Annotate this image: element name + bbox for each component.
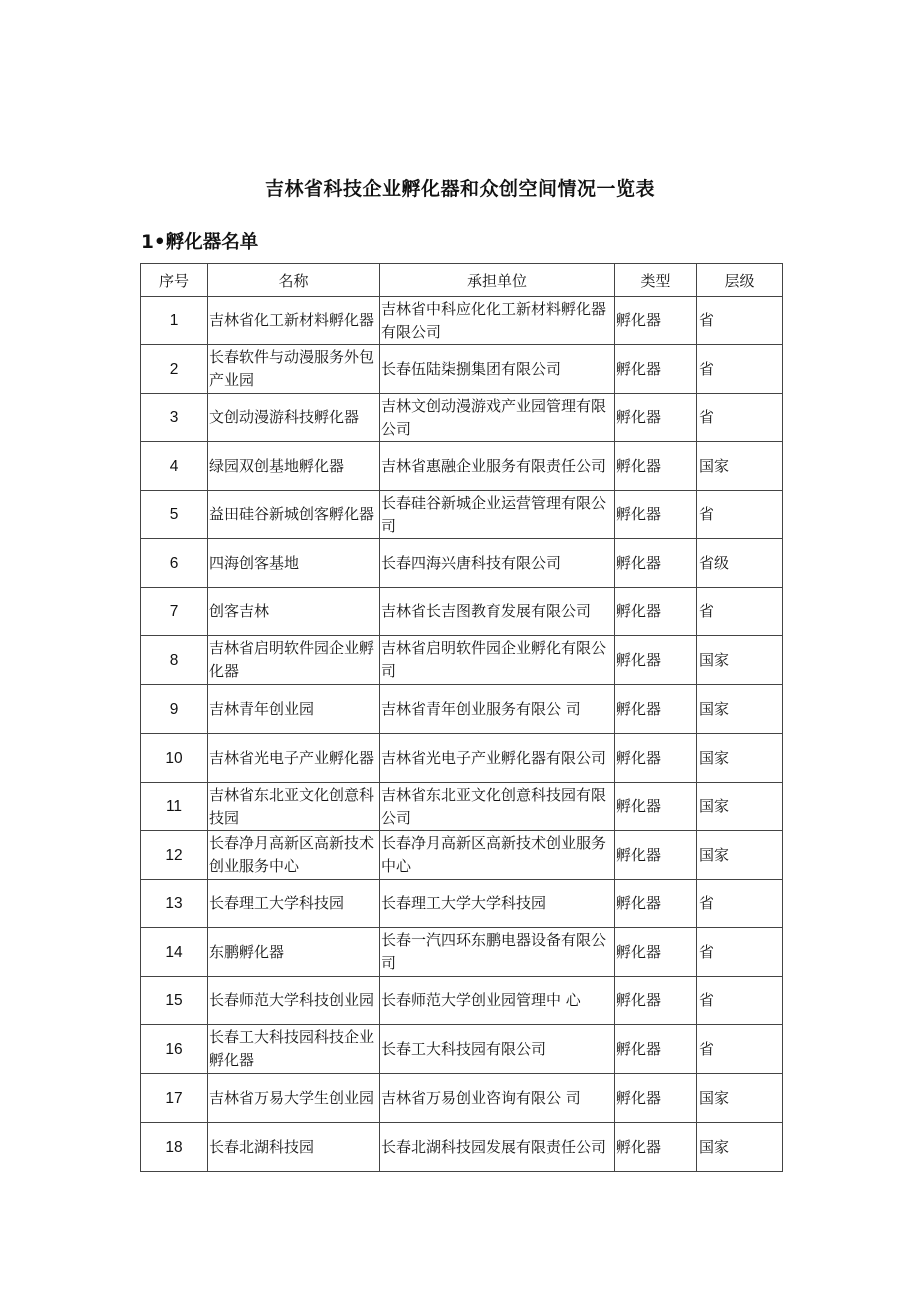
cell-name: 东鹏孵化器	[208, 928, 380, 977]
cell-level: 国家	[697, 734, 783, 783]
page-title: 吉林省科技企业孵化器和众创空间情况一览表	[264, 178, 655, 200]
cell-level: 国家	[697, 636, 783, 685]
column-header-type: 类型	[615, 264, 697, 297]
cell-type: 孵化器	[615, 345, 697, 394]
table-row	[141, 880, 783, 928]
cell-level: 国家	[697, 783, 783, 831]
cell-organization: 长春理工大学大学科技园	[380, 880, 615, 928]
table-row	[141, 539, 783, 588]
cell-index: 13	[141, 880, 208, 928]
cell-organization: 吉林省青年创业服务有限公 司	[380, 685, 615, 734]
column-header-name: 名称	[208, 264, 380, 297]
cell-organization: 长春北湖科技园发展有限责任公司	[380, 1123, 615, 1172]
cell-name: 吉林青年创业园	[208, 685, 380, 734]
cell-index: 16	[141, 1025, 208, 1074]
cell-index: 1	[141, 297, 208, 345]
table-row	[141, 442, 783, 491]
cell-type: 孵化器	[615, 588, 697, 636]
cell-level: 国家	[697, 1074, 783, 1123]
cell-index: 5	[141, 491, 208, 539]
cell-type: 孵化器	[615, 928, 697, 977]
table-body	[141, 297, 783, 1172]
cell-level: 省	[697, 394, 783, 442]
cell-level: 国家	[697, 1123, 783, 1172]
cell-name: 吉林省启明软件园企业孵化器	[208, 636, 380, 685]
cell-name: 长春软件与动漫服务外包产业园	[208, 345, 380, 394]
cell-name: 长春工大科技园科技企业孵化器	[208, 1025, 380, 1074]
cell-index: 12	[141, 831, 208, 880]
cell-name: 吉林省东北亚文化创意科技园	[208, 783, 380, 831]
cell-organization: 吉林省中科应化化工新材料孵化器有限公司	[380, 297, 615, 345]
table-row	[141, 1123, 783, 1172]
cell-index: 8	[141, 636, 208, 685]
cell-type: 孵化器	[615, 394, 697, 442]
table-row	[141, 928, 783, 977]
cell-name: 绿园双创基地孵化器	[208, 442, 380, 491]
cell-organization: 吉林省东北亚文化创意科技园有限公司	[380, 783, 615, 831]
cell-index: 4	[141, 442, 208, 491]
cell-index: 7	[141, 588, 208, 636]
cell-organization: 吉林省惠融企业服务有限责任公司	[380, 442, 615, 491]
cell-name: 文创动漫游科技孵化器	[208, 394, 380, 442]
cell-name: 长春师范大学科技创业园	[208, 977, 380, 1025]
cell-level: 国家	[697, 831, 783, 880]
cell-organization: 长春硅谷新城企业运营管理有限公司	[380, 491, 615, 539]
table-row	[141, 685, 783, 734]
cell-index: 9	[141, 685, 208, 734]
cell-name: 四海创客基地	[208, 539, 380, 588]
cell-type: 孵化器	[615, 685, 697, 734]
incubator-table	[140, 263, 783, 1172]
section-heading: 1•孵化器名单	[141, 232, 259, 253]
cell-type: 孵化器	[615, 491, 697, 539]
cell-type: 孵化器	[615, 442, 697, 491]
table-row	[141, 734, 783, 783]
cell-organization: 长春师范大学创业园管理中 心	[380, 977, 615, 1025]
cell-type: 孵化器	[615, 977, 697, 1025]
cell-level: 国家	[697, 685, 783, 734]
cell-type: 孵化器	[615, 1074, 697, 1123]
table-row	[141, 588, 783, 636]
cell-level: 省	[697, 1025, 783, 1074]
table-row	[141, 636, 783, 685]
column-header-index: 序号	[141, 264, 208, 297]
cell-type: 孵化器	[615, 1123, 697, 1172]
cell-name: 长春北湖科技园	[208, 1123, 380, 1172]
cell-organization: 吉林文创动漫游戏产业园管理有限公司	[380, 394, 615, 442]
cell-organization: 吉林省启明软件园企业孵化有限公司	[380, 636, 615, 685]
column-header-organization: 承担单位	[380, 264, 615, 297]
table-header-row	[141, 264, 783, 297]
cell-organization: 吉林省光电子产业孵化器有限公司	[380, 734, 615, 783]
cell-name: 长春理工大学科技园	[208, 880, 380, 928]
cell-type: 孵化器	[615, 636, 697, 685]
table-row	[141, 1074, 783, 1123]
cell-name: 吉林省化工新材料孵化器	[208, 297, 380, 345]
cell-organization: 长春伍陆柒捌集团有限公司	[380, 345, 615, 394]
cell-type: 孵化器	[615, 297, 697, 345]
cell-name: 长春净月高新区高新技术创业服务中心	[208, 831, 380, 880]
cell-index: 3	[141, 394, 208, 442]
cell-name: 益田硅谷新城创客孵化器	[208, 491, 380, 539]
cell-level: 省	[697, 297, 783, 345]
table-row	[141, 491, 783, 539]
cell-index: 6	[141, 539, 208, 588]
table-row	[141, 345, 783, 394]
cell-organization: 长春净月高新区高新技术创业服务中心	[380, 831, 615, 880]
cell-index: 10	[141, 734, 208, 783]
cell-index: 11	[141, 783, 208, 831]
cell-type: 孵化器	[615, 734, 697, 783]
cell-level: 省	[697, 928, 783, 977]
cell-index: 18	[141, 1123, 208, 1172]
cell-organization: 长春工大科技园有限公司	[380, 1025, 615, 1074]
cell-organization: 吉林省万易创业咨询有限公 司	[380, 1074, 615, 1123]
table-row	[141, 1025, 783, 1074]
cell-level: 省	[697, 345, 783, 394]
cell-index: 14	[141, 928, 208, 977]
table-row	[141, 394, 783, 442]
table-row	[141, 977, 783, 1025]
cell-level: 省	[697, 880, 783, 928]
cell-index: 17	[141, 1074, 208, 1123]
cell-organization: 吉林省长吉图教育发展有限公司	[380, 588, 615, 636]
cell-level: 省	[697, 977, 783, 1025]
cell-index: 15	[141, 977, 208, 1025]
table-row	[141, 831, 783, 880]
cell-index: 2	[141, 345, 208, 394]
cell-level: 省	[697, 491, 783, 539]
table-row	[141, 297, 783, 345]
cell-name: 创客吉林	[208, 588, 380, 636]
cell-type: 孵化器	[615, 880, 697, 928]
cell-name: 吉林省万易大学生创业园	[208, 1074, 380, 1123]
cell-type: 孵化器	[615, 783, 697, 831]
cell-level: 省级	[697, 539, 783, 588]
cell-organization: 长春一汽四环东鹏电器设备有限公司	[380, 928, 615, 977]
cell-type: 孵化器	[615, 539, 697, 588]
cell-level: 国家	[697, 442, 783, 491]
cell-organization: 长春四海兴唐科技有限公司	[380, 539, 615, 588]
cell-type: 孵化器	[615, 1025, 697, 1074]
cell-level: 省	[697, 588, 783, 636]
cell-type: 孵化器	[615, 831, 697, 880]
cell-name: 吉林省光电子产业孵化器	[208, 734, 380, 783]
column-header-level: 层级	[697, 264, 783, 297]
table-row	[141, 783, 783, 831]
